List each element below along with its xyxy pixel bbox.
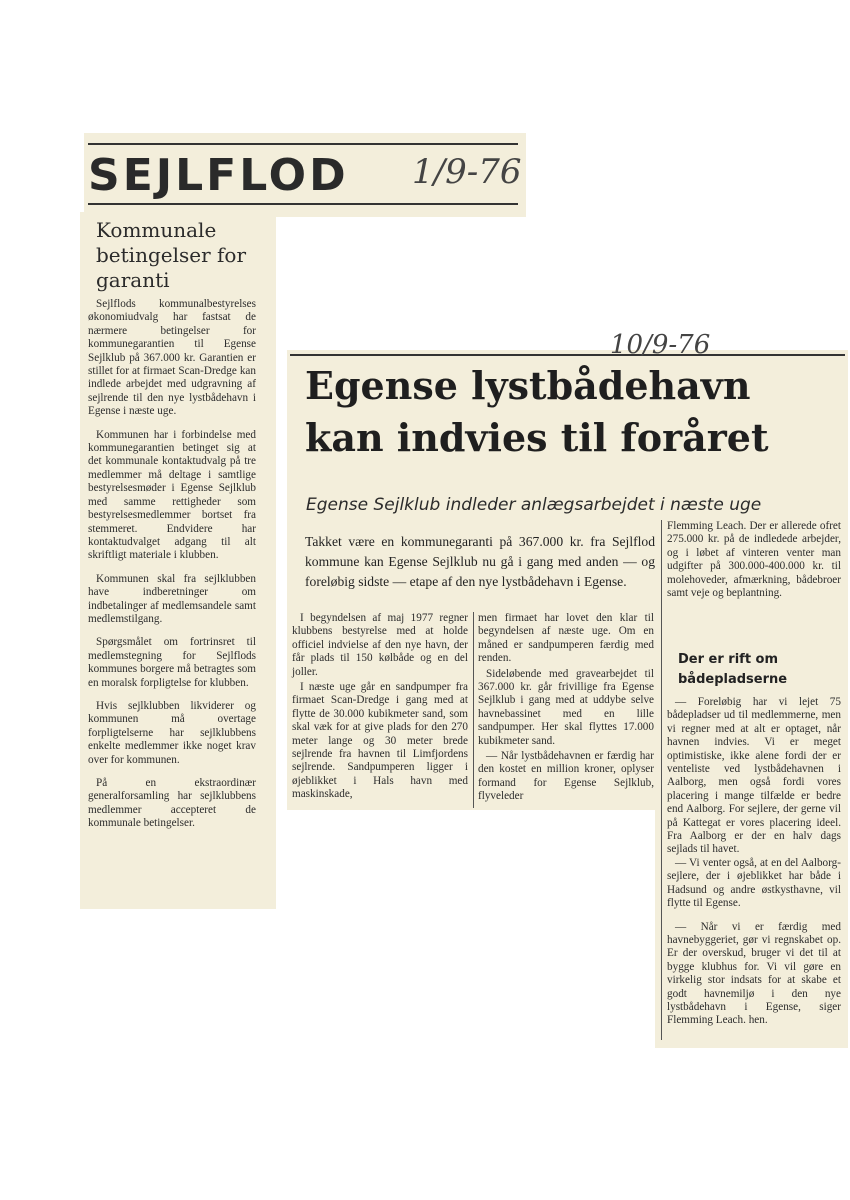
paragraph: men firmaet har lovet den klar til begyndelsen af næste uge. Om en måned er sandpumperen færdig med renden. [478, 612, 654, 665]
clipping-2-column-2 [478, 612, 654, 814]
paragraph: Hvis sejlklubben likviderer og kommunen må overtage forpligtelserne har sejlklubbens enkelte medlemmer ikke noget krav over for kommunen. [88, 699, 256, 766]
column-divider-2 [661, 520, 662, 1040]
date-handwritten-2: 10/9-76 [610, 330, 711, 360]
date-handwritten-1: 1/9-76 [412, 152, 522, 192]
clipping-1-body [88, 298, 256, 841]
paragraph: — Foreløbig har vi lejet 75 bådepladser ud til medlemmerne, men vi regner med at alt er optaget, når havnen indvies. Vi er meget optimistiske, ikke alene fordi der er venteliste ved lystbådehavnen i Aalborg, men også fordi vores placering i mange tilfælde er bedre end Aalborg. For sejlere, der gerne vil på Kattegat er vores placering ideel. Fra Aalborg er der en halv dags sejlads til havet. [667, 696, 841, 856]
column-divider-1 [473, 612, 474, 808]
clipping-2-top-rule [290, 354, 845, 356]
paragraph: I næste uge går en sandpumper fra firmaet Scan-Dredge i gang med at flytte de 30.000 kubikmeter sand, som skal væk for at give plads for den 270 meter lange og 30 meter brede sejlrende fra havnen til Limfjordens sejlrende. Sandpumperen ligger i øjeblikket i Hals havn med maskinskade, [292, 681, 468, 801]
masthead: SEJLFLOD [88, 150, 349, 201]
clipping-2-headline [305, 360, 845, 464]
paragraph: Kommunen har i forbindelse med kommunegarantien betinget sig at det kommunale kontaktudvalg på tre medlemmer må deltage i samtlige bestyrelsesmøder i Egense Sejlklub med samme rettigheder som bestyrelsesmedlemmer bortset fra stemmeret. Endvidere har kontaktudvalget adgang til alt skriftligt materiale i klubben. [88, 428, 256, 562]
headline-line-2: kan indvies til foråret [305, 415, 769, 460]
paragraph: På en ekstraordinær generalforsamling har sejlklubbens medlemmer accepteret de kommunale betingelser. [88, 777, 256, 830]
clipping-2-column-1 [292, 612, 468, 812]
masthead-top-rule [88, 143, 518, 145]
clipping-2-column-3-top: Flemming Leach. Der er allerede ofret 275.000 kr. på de indledede arbejder, og i løbet af vinteren venter man udgifter på 300.000-400.000 kr. til molehoveder, afmærkning, bådebroer samt veje og beplantning. [667, 520, 841, 600]
clipping-1-headline: Kommunale betingelser for garanti [96, 218, 247, 292]
clipping-2-lead: Takket være en kommunegaranti på 367.000 kr. fra Sejlflod kommune kan Egense Sejlklub nu gå i gang med anden — og foreløbig sidste — etape af den nye lystbådehavn i Egense. [305, 534, 655, 589]
paragraph: — Når lystbådehavnen er færdig har den kostet en million kroner, oplyser formand for Egense Sejlklub, flyveleder [478, 750, 654, 803]
paragraph: Sideløbende med gravearbejdet til 367.000 kr. går frivillige fra Egense Sejlklub i gang med at uddybe selve havnebassinet med en lille sandpumper. Her skal flyttes 17.000 kubikmeter sand. [478, 667, 654, 747]
paragraph: — Vi venter også, at en del Aalborg-sejlere, der i øjeblikket har både i Hadsund og andre østkysthavne, vil flytte til Egense. [667, 856, 841, 910]
paragraph: Spørgsmålet om fortrinsret til medlemstegning for Sejlflods kommunes borgere må betragtes som en moralsk forpligtelse for klubben. [88, 636, 256, 689]
clipping-2-subtitle: Egense Sejlklub indleder anlægsarbejdet i næste uge [306, 495, 762, 515]
paragraph: Sejlflods kommunalbestyrelses økonomiudvalg har fastsat de nærmere betingelser for kommunegarantien til Egense Sejlklub på 367.000 kr. Garantien er stillet for at firmaet Scan-Dredge kan indlede arbejdet med udgravning af sejlrende til den nye lystbådehavn i Egense i næste uge. [88, 298, 256, 418]
subheading: Der er rift om bådepladserne [678, 652, 788, 687]
paragraph: — Når vi er færdig med havnebyggeriet, gør vi regnskabet op. Er der overskud, bruger vi det til at bygge klubhus for. Vi vil gøre en virkelig stor indsats for at skabe et godt havnemiljø i den nye lystbådehavn i Egense, siger Flemming Leach. hen. [667, 920, 841, 1027]
clipping-2-column-3 [667, 696, 841, 1038]
paragraph: Kommunen skal fra sejlklubben have indberetninger om indbetalinger af medlemsandele samt medlemstilgang. [88, 572, 256, 625]
paragraph: I begyndelsen af maj 1977 regner klubbens bestyrelse med at holde officiel indvielse af den nye havn, der får plads til 150 kølbåde og en del joller. [292, 612, 468, 678]
headline-line-1: Egense lystbådehavn [305, 363, 751, 408]
masthead-bottom-rule [88, 203, 518, 205]
